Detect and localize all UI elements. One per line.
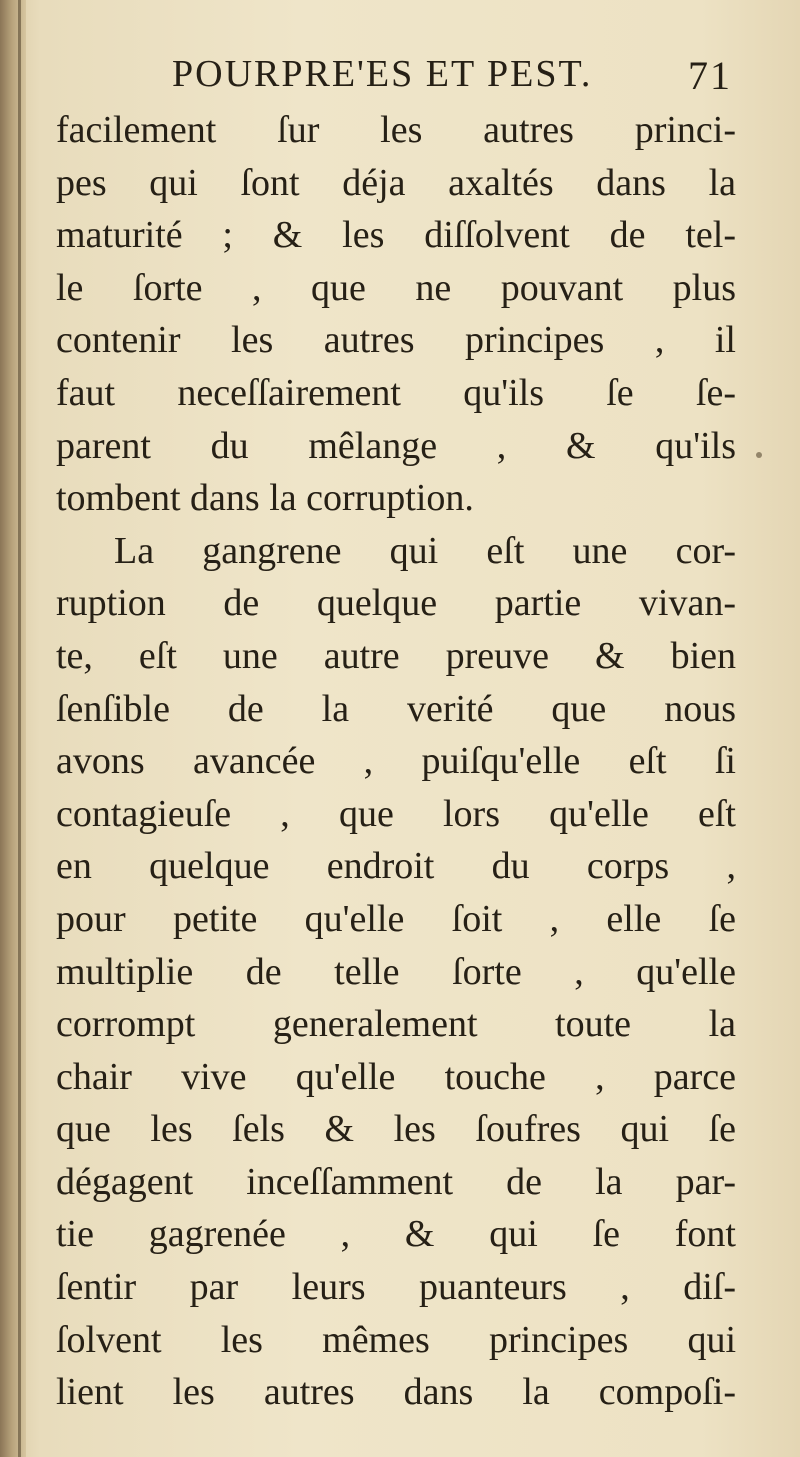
- text-line: ruption de quelque partie vivan-: [56, 582, 736, 625]
- text-line: ſolvent les mêmes principes qui: [56, 1318, 736, 1361]
- running-head-title: POURPRE'ES ET PEST.: [172, 53, 593, 95]
- text-line: contagieuſe , que lors qu'elle eſt: [56, 792, 736, 835]
- paper-speck: [756, 452, 762, 458]
- text-line: parent du mêlange , & qu'ils: [56, 424, 736, 467]
- text-line: maturité ; & les diſſolvent de tel-: [56, 214, 736, 257]
- text-line: dégagent inceſſamment de la par-: [56, 1160, 736, 1203]
- text-line: chair vive qu'elle touche , parce: [56, 1055, 736, 1098]
- text-line: tombent dans la corruption.: [56, 477, 474, 520]
- text-line: ſenſible de la verité que nous: [56, 687, 736, 730]
- text-line: contenir les autres principes , il: [56, 319, 736, 362]
- text-line: avons avancée , puiſqu'elle eſt ſi: [56, 740, 736, 783]
- text-line: te, eſt une autre preuve & bien: [56, 634, 736, 677]
- book-spine-shadow: [0, 0, 26, 1457]
- page-gutter-line: [18, 0, 21, 1457]
- text-line: facilement ſur les autres princi-: [56, 109, 736, 151]
- body-text: [56, 104, 736, 1419]
- text-line: le ſorte , que ne pouvant plus: [56, 266, 736, 309]
- text-line: tie gagrenée , & qui ſe font: [56, 1213, 736, 1256]
- text-line: en quelque endroit du corps ,: [56, 845, 736, 888]
- text-line: pes qui ſont déja axaltés dans la: [56, 161, 736, 204]
- running-head: [172, 52, 732, 102]
- text-line: ſentir par leurs puanteurs , diſ-: [56, 1266, 736, 1309]
- text-line: lient les autres dans la compoſi-: [56, 1371, 736, 1414]
- text-line: que les ſels & les ſoufres qui ſe: [56, 1108, 736, 1151]
- text-line: corrompt generalement toute la: [56, 1003, 736, 1046]
- page-number: 71: [688, 53, 732, 98]
- text-line: faut neceſſairement qu'ils ſe ſe-: [56, 371, 736, 414]
- text-line: pour petite qu'elle ſoit , elle ſe: [56, 897, 736, 940]
- text-line: multiplie de telle ſorte , qu'elle: [56, 950, 736, 993]
- text-line: La gangrene qui eſt une cor-: [114, 529, 736, 572]
